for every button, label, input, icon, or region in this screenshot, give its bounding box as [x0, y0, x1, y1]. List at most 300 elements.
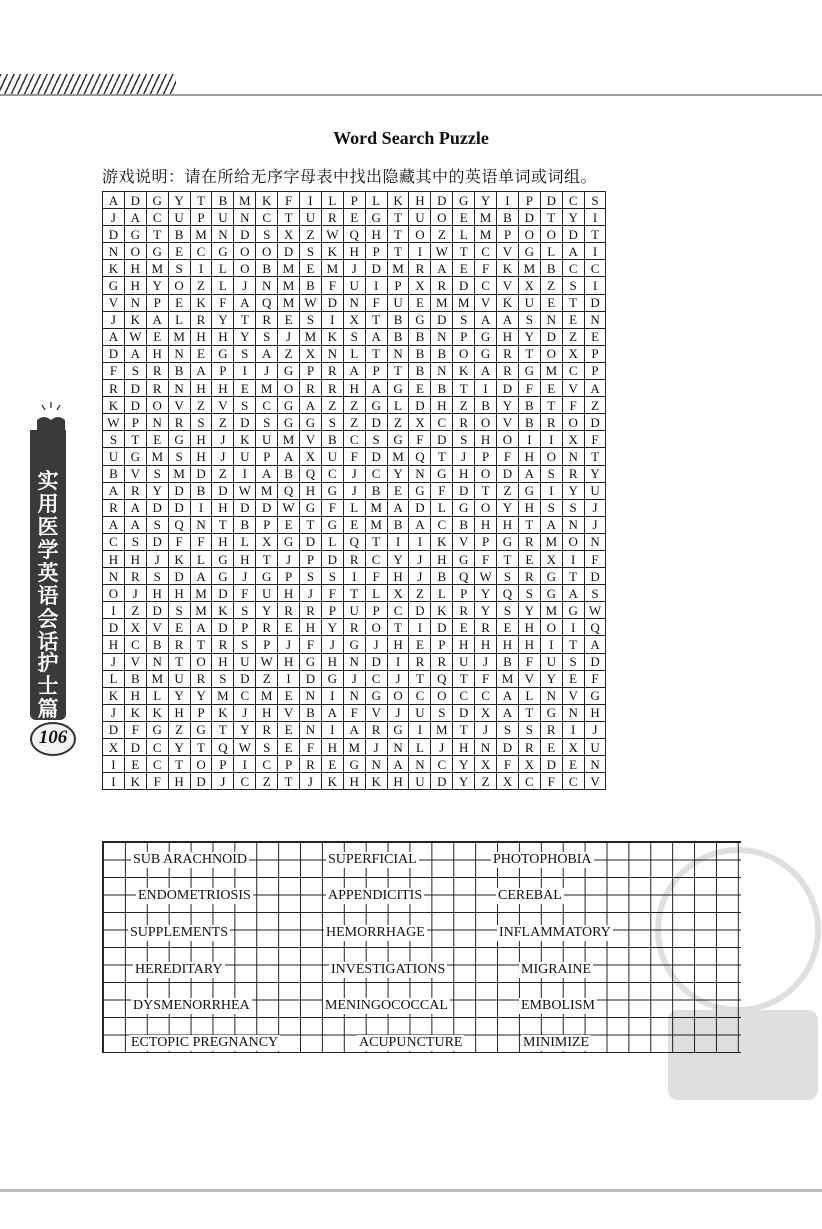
grid-cell: J: [212, 431, 234, 448]
grid-cell: P: [365, 243, 387, 260]
grid-cell: Q: [453, 568, 475, 585]
grid-cell: H: [387, 773, 409, 790]
grid-cell: D: [124, 380, 146, 397]
grid-cell: Z: [300, 226, 322, 243]
grid-row: [103, 192, 606, 209]
grid-cell: S: [212, 670, 234, 687]
grid-cell: E: [278, 739, 300, 756]
grid-cell: R: [300, 756, 322, 773]
grid-cell: K: [321, 328, 343, 345]
grid-cell: K: [124, 704, 146, 721]
grid-cell: B: [365, 482, 387, 499]
grid-cell: V: [278, 704, 300, 721]
grid-cell: H: [278, 585, 300, 602]
grid-cell: T: [365, 533, 387, 550]
grid-cell: P: [256, 636, 278, 653]
grid-cell: A: [124, 499, 146, 516]
grid-cell: B: [300, 277, 322, 294]
grid-cell: R: [562, 465, 584, 482]
grid-cell: S: [562, 653, 584, 670]
grid-cell: F: [124, 721, 146, 738]
grid-cell: I: [103, 773, 125, 790]
grid-cell: H: [365, 226, 387, 243]
grid-cell: T: [343, 585, 365, 602]
grid-cell: K: [453, 362, 475, 379]
grid-row: [103, 311, 606, 328]
grid-cell: F: [584, 431, 606, 448]
grid-cell: A: [103, 192, 125, 209]
grid-cell: A: [343, 721, 365, 738]
word-list-item: CEREBAL: [498, 888, 562, 903]
grid-row: [103, 670, 606, 687]
grid-cell: F: [584, 550, 606, 567]
grid-cell: D: [365, 414, 387, 431]
grid-cell: G: [387, 431, 409, 448]
grid-cell: S: [234, 602, 256, 619]
grid-cell: H: [518, 448, 540, 465]
grid-cell: M: [278, 294, 300, 311]
grid-row: [103, 585, 606, 602]
grid-cell: U: [540, 653, 562, 670]
grid-cell: V: [518, 670, 540, 687]
grid-cell: N: [343, 687, 365, 704]
grid-cell: F: [540, 773, 562, 790]
grid-cell: B: [475, 397, 497, 414]
grid-cell: D: [234, 499, 256, 516]
grid-cell: N: [540, 311, 562, 328]
grid-cell: Y: [562, 209, 584, 226]
grid-cell: B: [431, 380, 453, 397]
grid-cell: H: [103, 636, 125, 653]
grid-cell: P: [584, 362, 606, 379]
grid-cell: H: [409, 192, 431, 209]
grid-cell: P: [212, 756, 234, 773]
grid-cell: J: [409, 568, 431, 585]
grid-cell: E: [124, 756, 146, 773]
grid-cell: T: [190, 739, 212, 756]
grid-cell: M: [387, 448, 409, 465]
grid-cell: W: [234, 482, 256, 499]
grid-cell: N: [387, 739, 409, 756]
grid-cell: M: [168, 465, 190, 482]
grid-cell: R: [409, 260, 431, 277]
grid-cell: T: [168, 756, 190, 773]
grid-cell: K: [103, 687, 125, 704]
library-stamp-watermark: [648, 820, 822, 1110]
grid-cell: T: [256, 550, 278, 567]
grid-cell: R: [475, 619, 497, 636]
grid-cell: T: [234, 311, 256, 328]
grid-cell: R: [321, 380, 343, 397]
grid-cell: U: [300, 209, 322, 226]
grid-cell: G: [453, 192, 475, 209]
grid-cell: J: [212, 448, 234, 465]
grid-cell: F: [278, 192, 300, 209]
grid-cell: C: [453, 687, 475, 704]
grid-cell: V: [146, 619, 168, 636]
grid-cell: R: [103, 499, 125, 516]
grid-cell: A: [431, 260, 453, 277]
grid-cell: S: [300, 311, 322, 328]
grid-cell: Q: [256, 294, 278, 311]
grid-cell: M: [234, 192, 256, 209]
grid-cell: Y: [497, 397, 519, 414]
grid-cell: V: [365, 704, 387, 721]
grid-cell: R: [343, 550, 365, 567]
grid-cell: B: [168, 362, 190, 379]
grid-cell: B: [124, 670, 146, 687]
grid-cell: S: [256, 226, 278, 243]
grid-cell: E: [584, 328, 606, 345]
grid-cell: Y: [168, 739, 190, 756]
word-list-item: SUB ARACHNOID: [133, 852, 247, 867]
grid-cell: F: [475, 670, 497, 687]
grid-cell: R: [497, 345, 519, 362]
grid-cell: Q: [300, 465, 322, 482]
book-title-vertical: [30, 470, 66, 654]
grid-cell: B: [387, 311, 409, 328]
grid-cell: A: [190, 568, 212, 585]
grid-cell: E: [453, 260, 475, 277]
grid-cell: I: [190, 499, 212, 516]
grid-cell: O: [518, 226, 540, 243]
grid-cell: G: [518, 243, 540, 260]
grid-cell: U: [409, 773, 431, 790]
grid-cell: H: [124, 687, 146, 704]
grid-row: [103, 533, 606, 550]
open-book-icon: [34, 400, 68, 434]
word-list-item: MIGRAINE: [521, 962, 591, 977]
word-list-item: SUPERFICIAL: [328, 852, 417, 867]
grid-cell: Q: [431, 670, 453, 687]
grid-cell: H: [453, 739, 475, 756]
grid-cell: J: [146, 550, 168, 567]
grid-cell: S: [124, 533, 146, 550]
grid-cell: K: [124, 773, 146, 790]
grid-cell: T: [453, 721, 475, 738]
grid-cell: Y: [146, 482, 168, 499]
grid-cell: N: [103, 568, 125, 585]
grid-cell: U: [212, 209, 234, 226]
grid-cell: U: [234, 448, 256, 465]
grid-cell: J: [431, 739, 453, 756]
grid-cell: M: [475, 209, 497, 226]
grid-cell: D: [453, 277, 475, 294]
grid-cell: Z: [190, 277, 212, 294]
grid-cell: N: [409, 465, 431, 482]
grid-cell: M: [190, 585, 212, 602]
grid-cell: D: [540, 192, 562, 209]
grid-cell: S: [300, 243, 322, 260]
grid-cell: E: [562, 756, 584, 773]
grid-cell: J: [300, 773, 322, 790]
grid-cell: T: [387, 243, 409, 260]
grid-cell: G: [321, 516, 343, 533]
grid-cell: P: [475, 533, 497, 550]
grid-cell: C: [146, 756, 168, 773]
grid-cell: K: [387, 192, 409, 209]
grid-cell: P: [343, 192, 365, 209]
word-list-item: EMBOLISM: [521, 998, 595, 1013]
grid-cell: T: [453, 243, 475, 260]
grid-row: [103, 550, 606, 567]
grid-cell: J: [234, 704, 256, 721]
grid-cell: Y: [475, 192, 497, 209]
grid-cell: F: [343, 448, 365, 465]
grid-cell: H: [300, 619, 322, 636]
grid-cell: O: [540, 619, 562, 636]
grid-cell: S: [584, 192, 606, 209]
grid-row: [103, 773, 606, 790]
grid-row: [103, 277, 606, 294]
grid-cell: C: [431, 414, 453, 431]
grid-cell: K: [212, 602, 234, 619]
grid-cell: J: [103, 209, 125, 226]
grid-cell: D: [540, 756, 562, 773]
grid-cell: L: [540, 243, 562, 260]
grid-cell: U: [343, 602, 365, 619]
grid-cell: I: [365, 277, 387, 294]
grid-cell: J: [387, 670, 409, 687]
volume-label: 护士篇: [37, 651, 59, 721]
grid-row: [103, 687, 606, 704]
grid-cell: I: [300, 192, 322, 209]
grid-cell: D: [409, 499, 431, 516]
grid-cell: M: [190, 602, 212, 619]
grid-cell: D: [497, 465, 519, 482]
grid-cell: T: [387, 226, 409, 243]
grid-cell: S: [453, 431, 475, 448]
grid-cell: H: [146, 345, 168, 362]
grid-cell: O: [168, 277, 190, 294]
grid-cell: H: [103, 550, 125, 567]
grid-cell: D: [409, 602, 431, 619]
grid-cell: G: [212, 243, 234, 260]
grid-cell: M: [431, 294, 453, 311]
grid-cell: L: [343, 499, 365, 516]
grid-cell: R: [321, 362, 343, 379]
grid-cell: N: [256, 277, 278, 294]
grid-cell: W: [475, 568, 497, 585]
grid-cell: T: [562, 294, 584, 311]
grid-cell: X: [562, 345, 584, 362]
grid-cell: T: [453, 670, 475, 687]
grid-cell: O: [234, 260, 256, 277]
word-list-item: HEREDITARY: [135, 962, 223, 977]
grid-cell: G: [278, 362, 300, 379]
grid-cell: Q: [343, 533, 365, 550]
grid-cell: H: [321, 653, 343, 670]
grid-cell: D: [453, 704, 475, 721]
grid-cell: D: [190, 465, 212, 482]
grid-cell: F: [321, 277, 343, 294]
grid-cell: D: [365, 653, 387, 670]
grid-cell: P: [124, 414, 146, 431]
grid-cell: T: [431, 448, 453, 465]
grid-cell: T: [518, 704, 540, 721]
grid-cell: I: [584, 243, 606, 260]
grid-cell: R: [365, 721, 387, 738]
grid-cell: V: [168, 397, 190, 414]
grid-cell: H: [212, 499, 234, 516]
grid-cell: U: [321, 448, 343, 465]
grid-cell: H: [168, 773, 190, 790]
grid-cell: A: [584, 380, 606, 397]
grid-cell: S: [497, 602, 519, 619]
grid-cell: F: [562, 397, 584, 414]
grid-cell: H: [584, 704, 606, 721]
word-list-item: SUPPLEMENTS: [130, 925, 229, 940]
grid-cell: U: [387, 294, 409, 311]
grid-cell: A: [124, 209, 146, 226]
grid-cell: P: [256, 448, 278, 465]
grid-cell: O: [409, 226, 431, 243]
grid-cell: F: [475, 550, 497, 567]
grid-cell: F: [234, 585, 256, 602]
grid-row: [103, 482, 606, 499]
grid-cell: T: [300, 516, 322, 533]
header-rule: [0, 94, 822, 96]
grid-cell: R: [409, 653, 431, 670]
grid-cell: X: [562, 431, 584, 448]
word-list-item: ECTOPIC PREGNANCY: [131, 1035, 279, 1050]
grid-cell: M: [540, 602, 562, 619]
grid-cell: D: [321, 550, 343, 567]
grid-cell: G: [540, 585, 562, 602]
grid-cell: F: [321, 585, 343, 602]
grid-cell: H: [497, 516, 519, 533]
grid-cell: D: [212, 585, 234, 602]
grid-cell: C: [256, 397, 278, 414]
grid-cell: S: [168, 448, 190, 465]
grid-cell: N: [146, 414, 168, 431]
grid-cell: I: [584, 209, 606, 226]
grid-cell: E: [278, 721, 300, 738]
grid-cell: X: [343, 311, 365, 328]
word-list-item: ENDOMETRIOSIS: [138, 888, 251, 903]
grid-cell: D: [562, 226, 584, 243]
grid-cell: R: [190, 670, 212, 687]
grid-row: [103, 243, 606, 260]
grid-cell: D: [300, 533, 322, 550]
grid-cell: H: [124, 277, 146, 294]
grid-cell: D: [234, 414, 256, 431]
grid-cell: F: [212, 294, 234, 311]
grid-cell: R: [256, 721, 278, 738]
grid-cell: N: [584, 311, 606, 328]
grid-cell: O: [540, 448, 562, 465]
grid-cell: G: [453, 550, 475, 567]
grid-cell: S: [497, 568, 519, 585]
grid-cell: S: [190, 414, 212, 431]
grid-cell: H: [343, 380, 365, 397]
grid-cell: C: [321, 465, 343, 482]
grid-cell: S: [146, 568, 168, 585]
grid-cell: H: [212, 653, 234, 670]
grid-cell: W: [124, 328, 146, 345]
grid-cell: H: [453, 465, 475, 482]
grid-cell: F: [497, 448, 519, 465]
grid-cell: L: [212, 277, 234, 294]
grid-cell: H: [518, 636, 540, 653]
grid-cell: Y: [540, 670, 562, 687]
grid-cell: L: [387, 397, 409, 414]
grid-cell: J: [212, 773, 234, 790]
grid-cell: G: [343, 756, 365, 773]
grid-cell: E: [168, 619, 190, 636]
grid-cell: O: [278, 380, 300, 397]
grid-cell: C: [190, 243, 212, 260]
grid-cell: T: [475, 482, 497, 499]
grid-cell: D: [124, 192, 146, 209]
grid-cell: C: [124, 636, 146, 653]
grid-cell: S: [518, 585, 540, 602]
grid-cell: B: [409, 362, 431, 379]
grid-cell: H: [497, 328, 519, 345]
grid-cell: Z: [387, 414, 409, 431]
grid-cell: R: [518, 568, 540, 585]
grid-cell: V: [475, 294, 497, 311]
grid-cell: M: [146, 670, 168, 687]
grid-cell: T: [278, 773, 300, 790]
grid-cell: U: [584, 739, 606, 756]
grid-cell: K: [168, 550, 190, 567]
grid-cell: R: [168, 636, 190, 653]
grid-cell: J: [278, 328, 300, 345]
grid-cell: D: [365, 260, 387, 277]
grid-row: [103, 431, 606, 448]
grid-cell: Q: [212, 739, 234, 756]
grid-cell: Y: [518, 602, 540, 619]
grid-cell: G: [365, 397, 387, 414]
grid-cell: G: [168, 431, 190, 448]
grid-cell: C: [365, 465, 387, 482]
grid-cell: C: [365, 670, 387, 687]
grid-cell: N: [103, 243, 125, 260]
footer-rule: [0, 1189, 822, 1192]
answer-grid: [102, 841, 741, 1053]
grid-row: [103, 704, 606, 721]
grid-cell: M: [540, 533, 562, 550]
grid-cell: D: [409, 397, 431, 414]
grid-cell: D: [103, 345, 125, 362]
grid-cell: B: [409, 345, 431, 362]
grid-cell: B: [234, 516, 256, 533]
grid-cell: S: [562, 499, 584, 516]
grid-cell: I: [103, 602, 125, 619]
grid-cell: Z: [321, 397, 343, 414]
grid-cell: G: [212, 550, 234, 567]
grid-cell: T: [212, 516, 234, 533]
grid-cell: M: [540, 362, 562, 379]
grid-row: [103, 602, 606, 619]
grid-cell: M: [300, 328, 322, 345]
grid-cell: E: [562, 670, 584, 687]
grid-cell: A: [256, 345, 278, 362]
grid-cell: W: [321, 226, 343, 243]
grid-cell: I: [409, 619, 431, 636]
grid-cell: P: [278, 568, 300, 585]
grid-cell: E: [540, 294, 562, 311]
grid-cell: G: [103, 277, 125, 294]
grid-cell: P: [518, 192, 540, 209]
grid-cell: T: [409, 670, 431, 687]
grid-cell: B: [497, 653, 519, 670]
grid-cell: I: [387, 533, 409, 550]
grid-cell: X: [387, 585, 409, 602]
grid-cell: H: [431, 397, 453, 414]
grid-cell: T: [540, 397, 562, 414]
